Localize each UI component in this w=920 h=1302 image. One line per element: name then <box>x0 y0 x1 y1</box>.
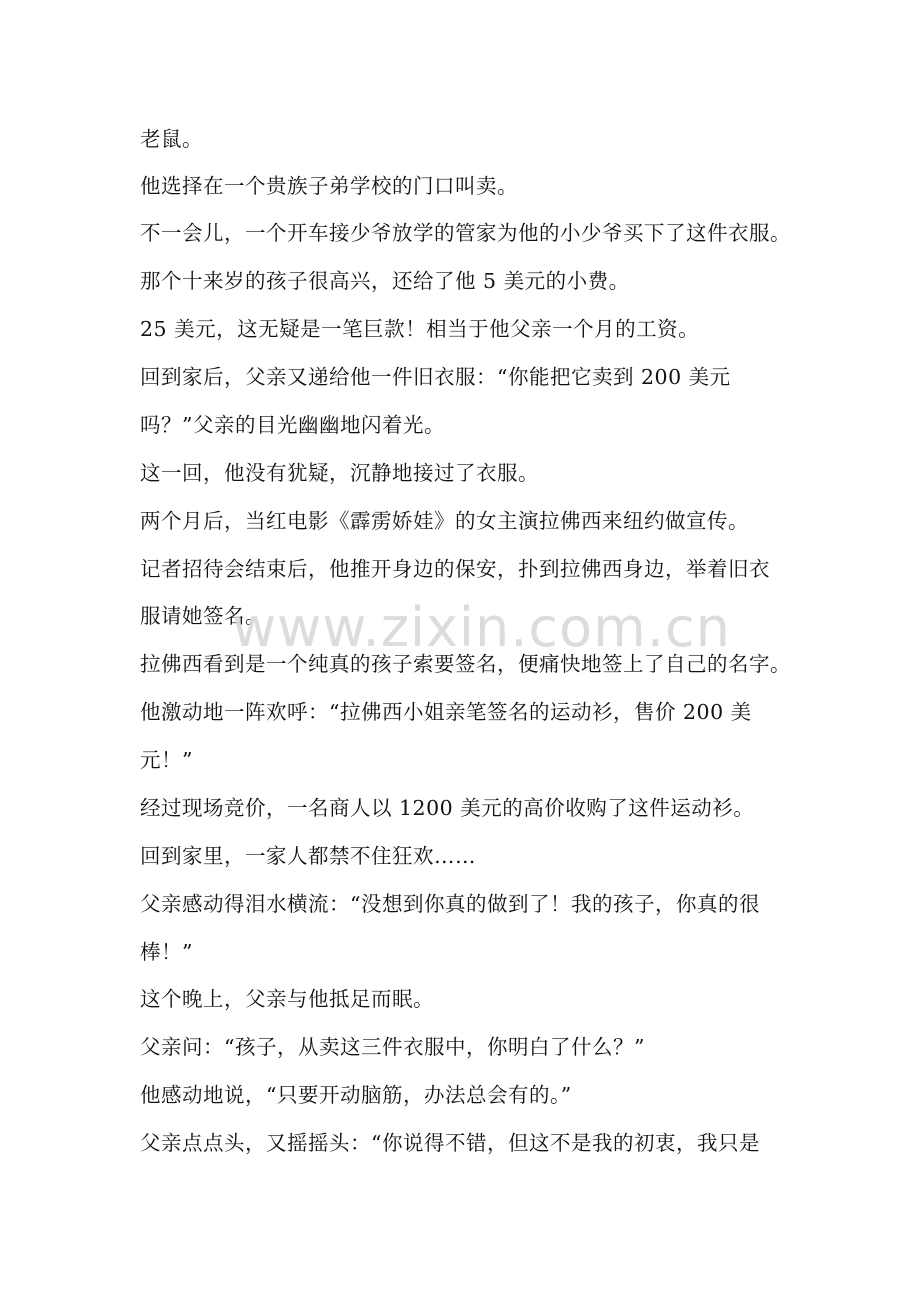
text-line: 棒！” <box>140 940 193 964</box>
text-line: 父亲感动得泪水横流：“没想到你真的做到了！我的孩子，你真的很 <box>140 892 760 916</box>
text-line: 他激动地一阵欢呼：“拉佛西小姐亲笔签名的运动衫，售价 200 美 <box>140 700 752 724</box>
watermark: www.zixin.com.cn <box>232 596 731 659</box>
text-line: 元！” <box>140 748 193 772</box>
text-line: 父亲问：“孩子，从卖这三件衣服中，你明白了什么？” <box>140 1035 645 1059</box>
text-line: 回到家后，父亲又递给他一件旧衣服：“你能把它卖到 200 美元 <box>140 365 731 389</box>
text-line: 那个十来岁的孩子很高兴，还给了他 5 美元的小费。 <box>140 269 630 293</box>
text-line: 回到家里，一家人都禁不住狂欢…… <box>140 844 476 868</box>
text-line: 他选择在一个贵族子弟学校的门口叫卖。 <box>140 174 518 198</box>
text-line: 老鼠。 <box>140 127 203 151</box>
text-line: 父亲点点头，又摇摇头：“你说得不错，但这不是我的初衷，我只是 <box>140 1131 760 1155</box>
text-line: 不一会儿，一个开车接少爷放学的管家为他的小少爷买下了这件衣服。 <box>140 221 791 245</box>
text-line: 服请她签名。 <box>140 604 266 628</box>
text-line: 拉佛西看到是一个纯真的孩子索要签名，便痛快地签上了自己的名字。 <box>140 652 791 676</box>
text-line: 这一回，他没有犹疑，沉静地接过了衣服。 <box>140 461 539 485</box>
text-line: 吗？”父亲的目光幽幽地闪着光。 <box>140 413 445 437</box>
text-line: 这个晚上，父亲与他抵足而眠。 <box>140 987 434 1011</box>
text-line: 他感动地说，“只要开动脑筋，办法总会有的。” <box>140 1083 572 1107</box>
text-line: 记者招待会结束后，他推开身边的保安，扑到拉佛西身边，举着旧衣 <box>140 557 770 581</box>
text-line: 25 美元，这无疑是一笔巨款！相当于他父亲一个月的工资。 <box>140 317 700 341</box>
text-line: 两个月后，当红电影《霹雳娇娃》的女主演拉佛西来纽约做宣传。 <box>140 509 749 533</box>
text-line: 经过现场竞价，一名商人以 1200 美元的高价收购了这件运动衫。 <box>140 796 755 820</box>
